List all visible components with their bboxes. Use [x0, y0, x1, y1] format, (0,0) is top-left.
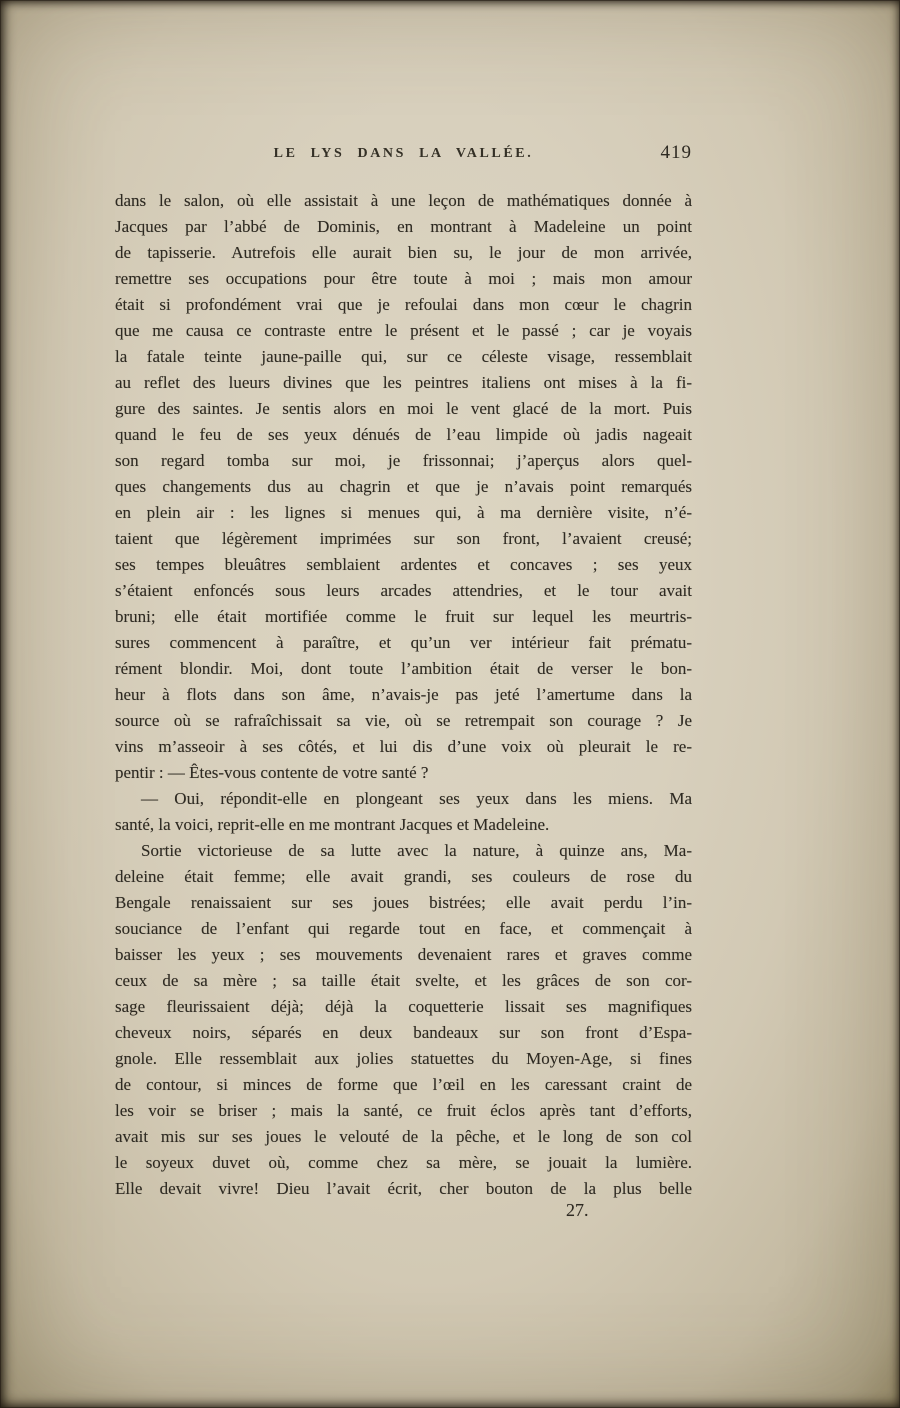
text-line: Bengale renaissaient sur ses joues bistrées; elle avait perdu l’in-: [115, 893, 692, 912]
page-header: [115, 142, 692, 188]
text-line: dans le salon, où elle assistait à une leçon de mathématiques donnée à: [115, 191, 692, 210]
text-line: santé, la voici, reprit-elle en me montrant Jacques et Madeleine.: [115, 815, 550, 834]
paragraph: [115, 188, 692, 786]
text-line: — Oui, répondit-elle en plongeant ses yeux dans les miens. Ma: [141, 789, 692, 808]
text-line: en plein air : les lignes si menues qui, à ma dernière visite, n’é-: [115, 503, 692, 522]
text-line: de tapisserie. Autrefois elle aurait bien su, le jour de mon arrivée,: [115, 243, 692, 262]
text-line: ques changements dus au chagrin et que je n’avais point remarqués: [115, 477, 692, 496]
text-line: quand le feu de ses yeux dénués de l’eau limpide où jadis nageait: [115, 425, 692, 444]
text-line: ceux de sa mère ; sa taille était svelte, et les grâces de son cor-: [115, 971, 692, 990]
text-line: Sortie victorieuse de sa lutte avec la nature, à quinze ans, Ma-: [141, 841, 692, 860]
text-line: son regard tomba sur moi, je frissonnai; j’aperçus alors quel-: [115, 451, 692, 470]
text-line: taient que légèrement imprimées sur son front, l’avaient creusé;: [115, 529, 692, 548]
text-line: source où se rafraîchissait sa vie, où se retrempait son courage ? Je: [115, 711, 692, 730]
text-line: heur à flots dans son âme, n’avais-je pas jeté l’amertume dans la: [115, 685, 692, 704]
text-line: le soyeux duvet où, comme chez sa mère, se jouait la lumière.: [115, 1153, 692, 1172]
text-line: que me causa ce contraste entre le présent et le passé ; car je voyais: [115, 321, 692, 340]
text-line: s’étaient enfoncés sous leurs arcades attendries, et le tour avait: [115, 581, 692, 600]
text-line: souciance de l’enfant qui regarde tout en face, et commençait à: [115, 919, 692, 938]
signature-mark: 27.: [566, 1200, 589, 1220]
paragraph: [115, 838, 692, 1202]
text-line: était si profondément vrai que je refoulai dans mon cœur le chagrin: [115, 295, 692, 314]
text-line: gure des saintes. Je sentis alors en moi le vent glacé de la mort. Puis: [115, 399, 692, 418]
text-line: de contour, si minces de forme que l’œil en les caressant craint de: [115, 1075, 692, 1094]
text-line: sage fleurissaient déjà; déjà la coquetterie lissait ses magnifiques: [115, 997, 692, 1016]
text-line: bruni; elle était mortifiée comme le fruit sur lequel les meurtris-: [115, 607, 692, 626]
running-title: LE LYS DANS LA VALLÉE.: [273, 146, 534, 161]
page-content: [115, 142, 692, 1202]
text-line: baisser les yeux ; ses mouvements devenaient rares et graves comme: [115, 945, 692, 964]
text-line: Jacques par l’abbé de Dominis, en montrant à Madeleine un point: [115, 217, 692, 236]
paragraph: [115, 786, 692, 838]
text-block: [115, 188, 692, 1202]
text-line: rément blondir. Moi, dont toute l’ambition était de verser le bon-: [115, 659, 692, 678]
page-number: 419: [660, 142, 692, 163]
text-line: la fatale teinte jaune-paille qui, sur ce céleste visage, ressemblait: [115, 347, 692, 366]
text-line: cheveux noirs, séparés en deux bandeaux sur son front d’Espa-: [115, 1023, 692, 1042]
text-line: pentir : — Êtes-vous contente de votre santé ?: [115, 763, 429, 782]
text-line: remettre ses occupations pour être toute à moi ; mais mon amour: [115, 269, 692, 288]
text-line: les voir se briser ; mais la santé, ce fruit éclos après tant d’efforts,: [115, 1101, 692, 1120]
text-line: Elle devait vivre! Dieu l’avait écrit, cher bouton de la plus belle: [115, 1179, 692, 1198]
text-line: vins m’asseoir à ses côtés, et lui dis d’une voix où pleurait le re-: [115, 737, 692, 756]
text-line: gnole. Elle ressemblait aux jolies statuettes du Moyen-Age, si fines: [115, 1049, 692, 1068]
text-line: deleine était femme; elle avait grandi, ses couleurs de rose du: [115, 867, 692, 886]
text-line: avait mis sur ses joues le velouté de la pêche, et le long de son col: [115, 1127, 692, 1146]
text-line: sures commencent à paraître, et qu’un ver intérieur fait prématu-: [115, 633, 692, 652]
text-line: ses tempes bleuâtres semblaient ardentes et concaves ; ses yeux: [115, 555, 692, 574]
text-line: au reflet des lueurs divines que les peintres italiens ont mises à la fi-: [115, 373, 692, 392]
